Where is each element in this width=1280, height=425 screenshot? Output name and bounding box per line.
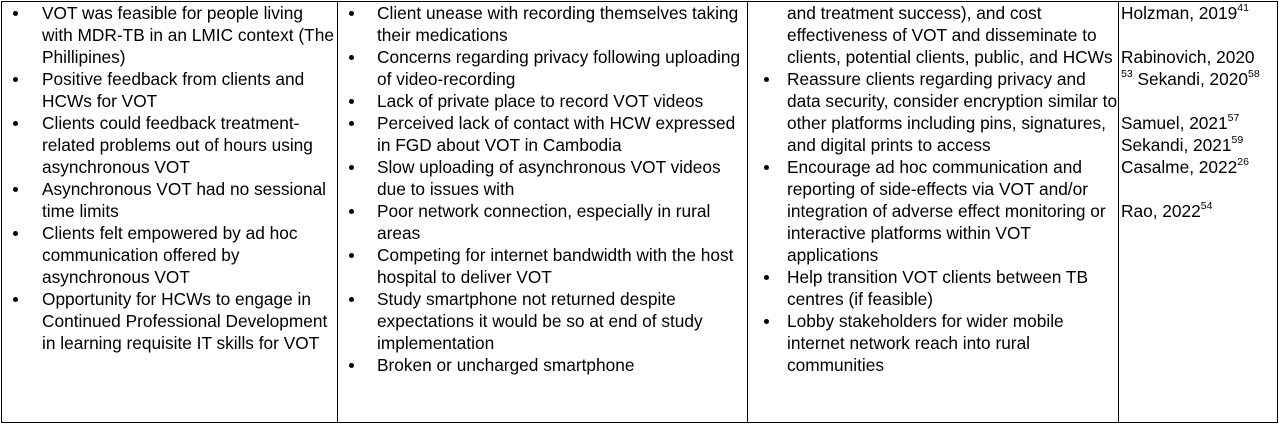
barriers-cell: [338, 2, 748, 423]
recommendations-cell: [748, 2, 1119, 423]
evidence-table: [1, 1, 1278, 423]
reference-citation: Casalme, 2022$^{26}$: [1121, 156, 1249, 177]
references-cell: [1119, 2, 1278, 423]
list-item: Asynchronous VOT had no sessional time limits: [2, 178, 337, 222]
list-item: Clients could feedback treatment-related problems out of hours using asynchronous VOT: [2, 112, 337, 178]
list-item: Reassure clients regarding privacy and data security, consider encryption similar to other platforms including pins, signatures, and digital prints to access: [748, 68, 1118, 156]
list-item: Broken or uncharged smartphone: [338, 354, 747, 376]
enablers-list: [2, 2, 337, 354]
reference-citation: Holzman, 2019$^{41}$: [1121, 2, 1249, 23]
list-item: Concerns regarding privacy following uploading of video-recording: [338, 46, 747, 90]
list-item: Positive feedback from clients and HCWs for VOT: [2, 68, 337, 112]
recommendation-continuation: and treatment success), and cost effectiveness of VOT and disseminate to clients, potential clients, public, and HCWs: [787, 3, 1113, 67]
table-row: [2, 2, 1278, 423]
list-item: VOT was feasible for people living with MDR-TB in an LMIC context (The Phillipines): [2, 2, 337, 68]
enablers-cell: [2, 2, 338, 423]
list-item: Opportunity for HCWs to engage in Continued Professional Development in learning requisite IT skills for VOT: [2, 288, 337, 354]
list-item: Perceived lack of contact with HCW expressed in FGD about VOT in Cambodia: [338, 112, 747, 156]
list-item: Lobby stakeholders for wider mobile internet network reach into rural communities: [748, 310, 1118, 376]
barriers-list: [338, 2, 747, 376]
list-item: Clients felt empowered by ad hoc communication offered by asynchronous VOT: [2, 222, 337, 288]
list-item: Competing for internet bandwidth with the host hospital to deliver VOT: [338, 244, 747, 288]
list-item: Encourage ad hoc communication and reporting of side-effects via VOT and/or integration of adverse effect monitoring or interactive platforms within VOT applications: [748, 156, 1118, 266]
list-item: Lack of private place to record VOT videos: [338, 90, 747, 112]
list-item: Poor network connection, especially in rural areas: [338, 200, 747, 244]
list-item: Study smartphone not returned despite expectations it would be so at end of study implementation: [338, 288, 747, 354]
reference-citation: Samuel, 2021$^{57}$: [1121, 112, 1240, 133]
list-item: Slow uploading of asynchronous VOT videos due to issues with: [338, 156, 747, 200]
reference-citation: Rao, 2022$^{54}$: [1121, 200, 1213, 221]
reference-citation: Rabinovich, 2020 $^{53}$ Sekandi, 2020$^{58}$: [1121, 47, 1260, 89]
list-item: Client unease with recording themselves taking their medications: [338, 2, 747, 46]
reference-citation: Sekandi, 2021$^{59}$: [1121, 134, 1244, 155]
recommendations-list: [748, 68, 1118, 376]
list-item: Help transition VOT clients between TB centres (if feasible): [748, 266, 1118, 310]
